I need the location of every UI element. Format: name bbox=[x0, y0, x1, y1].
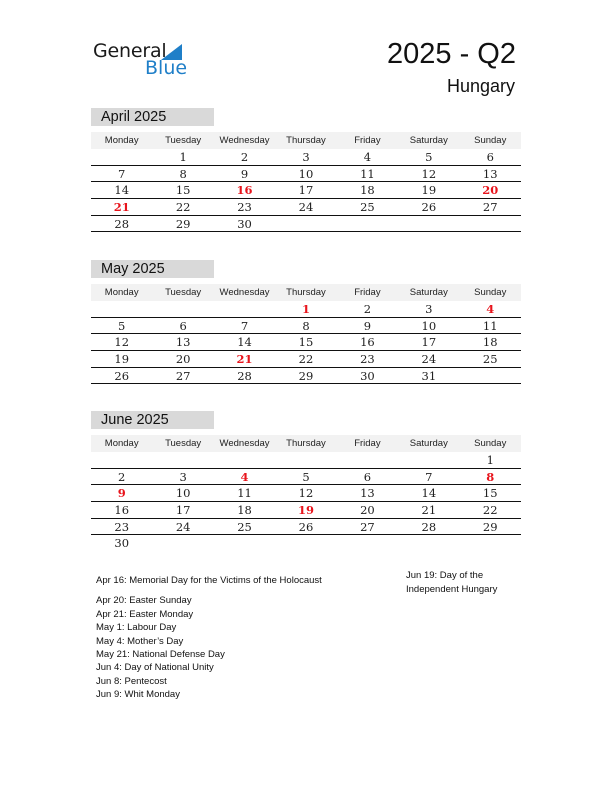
day-cell: 26 bbox=[114, 368, 130, 383]
day-cell: 24 bbox=[298, 200, 314, 215]
day-cell: 23 bbox=[114, 519, 130, 534]
day-cell: 1 bbox=[179, 150, 187, 164]
day-cell: 28 bbox=[114, 216, 130, 231]
weekday-label: Friday bbox=[354, 135, 381, 146]
day-cell: 11 bbox=[482, 318, 498, 333]
weekday-label: Thursday bbox=[286, 438, 326, 449]
holiday-note: Jun 8: Pentecost bbox=[96, 675, 167, 687]
day-cell: 25 bbox=[237, 519, 252, 534]
weekday-label: Sunday bbox=[474, 438, 507, 449]
day-cell: 10 bbox=[298, 166, 314, 181]
weekday-label: Tuesday bbox=[165, 287, 202, 298]
day-cell: 23 bbox=[237, 200, 252, 215]
week-row bbox=[91, 199, 521, 216]
empty-day-cell bbox=[214, 452, 275, 468]
empty-day-cell bbox=[214, 301, 275, 317]
holiday-note: Jun 19: Day of the Independent Hungary bbox=[406, 570, 498, 595]
day-cell: 6 bbox=[179, 318, 187, 333]
week-row bbox=[91, 469, 521, 486]
day-cell: 22 bbox=[298, 352, 314, 367]
weekday-label: Saturday bbox=[409, 135, 448, 146]
day-cell: 18 bbox=[360, 183, 375, 198]
day-cell: 19 bbox=[421, 183, 437, 198]
logo-word-general: General bbox=[93, 40, 167, 62]
empty-day-cell bbox=[152, 452, 213, 468]
day-cell: 13 bbox=[482, 166, 498, 181]
day-cell: 30 bbox=[360, 368, 375, 383]
day-cell: 4 bbox=[363, 150, 372, 164]
empty-day-cell bbox=[152, 301, 213, 317]
weekday-header-row bbox=[91, 284, 521, 301]
holiday-note: May 21: National Defense Day bbox=[96, 649, 225, 661]
day-cell: 24 bbox=[175, 519, 191, 534]
day-cell: 28 bbox=[237, 368, 252, 383]
day-cell: 9 bbox=[363, 318, 372, 333]
day-cell: 16 bbox=[360, 335, 375, 350]
day-cell: 10 bbox=[175, 486, 191, 501]
holiday-note: May 1: Labour Day bbox=[96, 622, 177, 634]
month-title: April 2025 bbox=[91, 108, 214, 126]
day-cell: 13 bbox=[360, 486, 375, 501]
empty-day-cell bbox=[398, 216, 459, 232]
day-cell: 8 bbox=[302, 318, 310, 333]
day-cell: 11 bbox=[360, 166, 375, 181]
week-row bbox=[91, 301, 521, 318]
week-row bbox=[91, 149, 521, 166]
empty-day-cell bbox=[91, 301, 152, 317]
holiday-note: Apr 16: Memorial Day for the Victims of the Holocaust bbox=[96, 575, 322, 586]
day-cell: 20 bbox=[482, 183, 499, 198]
day-cell: 20 bbox=[360, 503, 375, 518]
day-cell: 22 bbox=[482, 503, 498, 518]
page-title: 2025 - Q2 bbox=[387, 38, 516, 70]
day-cell: 4 bbox=[240, 469, 249, 484]
empty-day-cell bbox=[275, 452, 336, 468]
day-cell: 27 bbox=[175, 368, 191, 383]
day-cell: 24 bbox=[421, 352, 437, 367]
weekday-label: Thursday bbox=[286, 287, 326, 298]
week-row bbox=[91, 351, 521, 368]
day-cell: 4 bbox=[486, 302, 495, 316]
empty-day-cell bbox=[275, 216, 336, 232]
weekday-label: Friday bbox=[354, 438, 381, 449]
day-cell: 17 bbox=[298, 183, 314, 198]
day-cell: 19 bbox=[297, 503, 314, 518]
week-row bbox=[91, 502, 521, 519]
day-cell: 14 bbox=[237, 335, 252, 350]
day-cell: 25 bbox=[482, 352, 498, 367]
holiday-note: Jun 9: Whit Monday bbox=[96, 689, 180, 701]
day-cell: 9 bbox=[240, 166, 249, 181]
day-cell: 25 bbox=[360, 200, 375, 215]
weekday-label: Wednesday bbox=[219, 438, 270, 449]
day-cell: 20 bbox=[175, 352, 191, 367]
day-cell: 17 bbox=[421, 335, 437, 350]
calendar-grid bbox=[91, 132, 521, 232]
weekday-label: Monday bbox=[104, 135, 139, 146]
week-row bbox=[91, 519, 521, 536]
day-cell: 3 bbox=[302, 150, 310, 164]
day-cell: 5 bbox=[302, 469, 310, 484]
weekday-label: Tuesday bbox=[165, 135, 202, 146]
day-cell: 17 bbox=[175, 503, 191, 518]
empty-day-cell bbox=[460, 368, 521, 384]
general-blue-logo bbox=[93, 40, 193, 80]
day-cell: 7 bbox=[240, 318, 249, 333]
empty-day-cell bbox=[337, 535, 398, 552]
day-cell: 27 bbox=[360, 519, 375, 534]
day-cell: 14 bbox=[421, 486, 437, 501]
empty-day-cell bbox=[337, 452, 398, 468]
week-row bbox=[91, 368, 521, 385]
day-cell: 21 bbox=[421, 503, 437, 518]
empty-day-cell bbox=[460, 535, 521, 552]
day-cell: 2 bbox=[240, 150, 249, 164]
day-cell: 16 bbox=[236, 183, 253, 198]
empty-day-cell bbox=[398, 535, 459, 552]
day-cell: 31 bbox=[421, 368, 437, 383]
day-cell: 26 bbox=[421, 200, 437, 215]
day-cell: 6 bbox=[486, 150, 494, 164]
day-cell: 8 bbox=[486, 469, 495, 484]
day-cell: 7 bbox=[118, 166, 126, 181]
logo-word-blue: Blue bbox=[145, 57, 188, 79]
day-cell: 19 bbox=[114, 352, 130, 367]
day-cell: 22 bbox=[175, 200, 191, 215]
week-row bbox=[91, 535, 521, 552]
month-april bbox=[91, 108, 521, 232]
day-cell: 12 bbox=[421, 166, 437, 181]
weekday-label: Wednesday bbox=[219, 135, 270, 146]
holiday-note: Apr 21: Easter Monday bbox=[96, 608, 194, 620]
day-cell: 29 bbox=[482, 519, 498, 534]
month-title: June 2025 bbox=[91, 411, 214, 429]
day-cell: 16 bbox=[114, 503, 130, 518]
day-cell: 2 bbox=[363, 302, 372, 316]
week-row bbox=[91, 318, 521, 335]
weekday-label: Monday bbox=[104, 438, 139, 449]
day-cell: 30 bbox=[237, 216, 252, 231]
month-title: May 2025 bbox=[91, 260, 214, 278]
day-cell: 29 bbox=[298, 368, 314, 383]
weekday-label: Tuesday bbox=[165, 438, 202, 449]
day-cell: 18 bbox=[482, 335, 498, 350]
month-may bbox=[91, 260, 521, 384]
empty-day-cell bbox=[275, 535, 336, 552]
week-row bbox=[91, 485, 521, 502]
week-row bbox=[91, 182, 521, 199]
day-cell: 23 bbox=[360, 352, 375, 367]
day-cell: 7 bbox=[425, 469, 433, 484]
weekday-header-row bbox=[91, 132, 521, 149]
holiday-note: May 4: Mother’s Day bbox=[96, 635, 184, 647]
holiday-note: Apr 20: Easter Sunday bbox=[96, 595, 192, 607]
weekday-label: Friday bbox=[354, 287, 381, 298]
day-cell: 5 bbox=[425, 150, 433, 164]
day-cell: 13 bbox=[175, 335, 191, 350]
day-cell: 27 bbox=[482, 200, 498, 215]
week-row bbox=[91, 166, 521, 183]
day-cell: 21 bbox=[113, 200, 130, 215]
day-cell: 1 bbox=[301, 302, 310, 316]
day-cell: 21 bbox=[236, 352, 253, 367]
day-cell: 28 bbox=[421, 519, 437, 534]
day-cell: 2 bbox=[118, 469, 126, 484]
day-cell: 12 bbox=[114, 335, 130, 350]
day-cell: 15 bbox=[175, 183, 191, 198]
month-june bbox=[91, 411, 521, 552]
day-cell: 29 bbox=[175, 216, 191, 231]
day-cell: 15 bbox=[298, 335, 314, 350]
day-cell: 8 bbox=[179, 166, 187, 181]
weekday-label: Saturday bbox=[409, 287, 448, 298]
weekday-label: Sunday bbox=[474, 135, 507, 146]
empty-day-cell bbox=[152, 535, 213, 552]
day-cell: 9 bbox=[117, 486, 126, 501]
holiday-notes-left bbox=[96, 574, 322, 702]
weekday-label: Thursday bbox=[286, 135, 326, 146]
weekday-header-row bbox=[91, 435, 521, 452]
week-row bbox=[91, 452, 521, 469]
day-cell: 5 bbox=[118, 318, 126, 333]
weekday-label: Sunday bbox=[474, 287, 507, 298]
empty-day-cell bbox=[398, 452, 459, 468]
day-cell: 3 bbox=[425, 302, 433, 316]
holiday-note: Jun 4: Day of National Unity bbox=[96, 662, 214, 674]
day-cell: 26 bbox=[298, 519, 314, 534]
day-cell: 10 bbox=[421, 318, 437, 333]
day-cell: 3 bbox=[179, 469, 187, 484]
country-name: Hungary bbox=[446, 76, 515, 96]
week-row bbox=[91, 216, 521, 233]
weekday-label: Saturday bbox=[409, 438, 448, 449]
day-cell: 6 bbox=[363, 469, 372, 484]
day-cell: 12 bbox=[298, 486, 314, 501]
holiday-notes-right bbox=[406, 569, 526, 596]
calendar-grid bbox=[91, 435, 521, 552]
empty-day-cell bbox=[214, 535, 275, 552]
calendar-grid bbox=[91, 284, 521, 384]
empty-day-cell bbox=[460, 216, 521, 232]
day-cell: 14 bbox=[114, 183, 130, 198]
day-cell: 15 bbox=[482, 486, 498, 501]
weekday-label: Monday bbox=[104, 287, 139, 298]
day-cell: 1 bbox=[486, 453, 494, 467]
day-cell: 30 bbox=[114, 536, 130, 551]
empty-day-cell bbox=[337, 216, 398, 232]
empty-day-cell bbox=[91, 149, 152, 165]
weekday-label: Wednesday bbox=[219, 287, 270, 298]
day-cell: 11 bbox=[237, 486, 252, 501]
day-cell: 18 bbox=[237, 503, 252, 518]
empty-day-cell bbox=[91, 452, 152, 468]
week-row bbox=[91, 334, 521, 351]
